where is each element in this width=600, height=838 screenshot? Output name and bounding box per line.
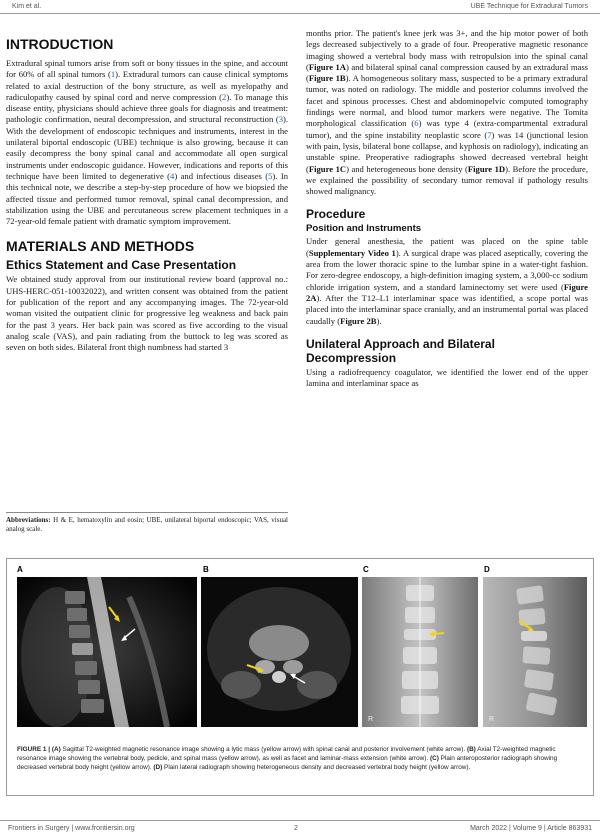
panel-d-lateral-radiograph — [483, 577, 587, 727]
panel-label-a: A — [17, 565, 23, 574]
introduction-paragraph: Extradural spinal tumors arise from soft or bony tissues in the spine, and account for 60% of all spinal tumors (1). Extradural tumors can cause clinical symptoms related to axial destruction of the bony structure, as well as myelopathy and radiculopathy caused by spinal cord and nerve compression (2). To manage this disease entity, physicians should achieve three goals for diagnosis and treatment: pathologic confirmation, neural decompression, and structural reconstruction (3). With the development of endoscopic techniques and instruments, interest in the unilateral biportal endoscopic (UBE) technique is also growing, because it can easily decompress the bony spinal canal and accommodate all open surgical instruments under endoscopic guidance. However, indications and reports of this technique have been limited to degenerative (4) and infectious diseases (5). In this technical note, we describe a step-by-step procedure of how we biopsied the affected tissue and performed tumor removal, spinal canal decompression, and stabilization using the UBE and percutaneous screw placement techniques in a 72-year-old female patient with dramatic symptom improvement. — [6, 58, 288, 227]
footer-issue: March 2022 | Volume 9 | Article 863931 — [470, 825, 592, 832]
running-header — [0, 0, 600, 18]
header-authors: Kim et al. — [12, 3, 42, 10]
header-rule — [0, 13, 600, 14]
right-column — [306, 28, 588, 389]
unilateral-paragraph: Using a radiofrequency coagulator, we identified the lower end of the upper lamina and interlaminar space as — [306, 366, 588, 389]
radiograph-side-marker: R — [368, 716, 374, 723]
citation-link[interactable]: 4 — [170, 170, 175, 181]
footer-page-number: 2 — [294, 825, 298, 832]
ethics-heading: Ethics Statement and Case Presentation — [6, 258, 237, 273]
citation-link[interactable]: 7 — [487, 129, 492, 140]
panel-c-ap-radiograph — [362, 577, 478, 727]
figure-link[interactable]: Figure 2B — [340, 315, 377, 326]
footer-journal-link[interactable]: Frontiers in Surgery | www.frontiersin.org — [8, 825, 135, 832]
position-paragraph: Under general anesthesia, the patient was placed on the spine table (Supplementary Video 1). A surgical drape was placed aseptically, covering the area from the lower thoracic spine to the lumbar spine in a water-tight fashion. For zero-degree endoscopy, a high-definition imaging system, a 3,000-cc sodium chloride irrigation system, and a standard laminectomy set were used (Figure 2A). After the T12–L1 interlaminar space was identified, a scope portal was placed into the interlaminar space cranially, and an instrumental portal was placed caudally (Figure 2B). — [306, 236, 589, 326]
panel-b-axial-mri — [201, 577, 358, 727]
ethics-paragraph: We obtained study approval from our institutional review board (approval no.: UHS-HERC-051-10032022), and written consent was obtained from the patient for publication of the report and any accompanying images. The 72-year-old woman visited the outpatient clinic for progressive leg weakness and back pain for the past 3 years. Her back pain was scored as five according to the visual analog scale (VAS), and pain radiating from the buttock to leg was scored as seven on both sides. Bilateral front thigh numbness had started 3 — [6, 274, 288, 353]
radiograph-side-marker: R — [489, 716, 495, 723]
figure-link[interactable]: Figure 1C — [308, 163, 347, 174]
figure-caption: FIGURE 1 | (A) Sagittal T2-weighted magnetic resonance image showing a lytic mass (yellow arrow) with spinal canal and posterior involvement (white arrow). (B) Axial T2-weighted magnetic resonance image showing the vertebral body, pedicle, and spinal mass (yellow arrow), as well as facet and laminar-mass extension (white arrow). (C) Plain anteroposterior radiograph showing decreased vertebral body height (yellow arrow). (D) Plain lateral radiograph showing heterogeneous density and decreased vertebral body height (yellow arrow). — [17, 746, 558, 771]
citation-link[interactable]: 6 — [414, 118, 419, 129]
figure-link[interactable]: Figure 1B — [308, 73, 346, 84]
left-column — [6, 28, 288, 354]
panel-a-sagittal-mri — [17, 577, 197, 727]
page-footer — [0, 820, 600, 838]
abbreviations-note: Abbreviations: H & E, hematoxylin and eosin; UBE, unilateral biportal endoscopic; VAS, visual analog scale. — [6, 516, 288, 533]
lateral-radiograph-image — [483, 577, 587, 727]
methods-heading: MATERIALS AND METHODS — [6, 238, 195, 255]
figure-link[interactable]: Figure 2A — [306, 281, 588, 303]
panel-label-b: B — [203, 565, 209, 574]
figure-link[interactable]: Figure 1A — [308, 61, 347, 72]
abbreviations-rule — [6, 512, 288, 513]
axial-mri-image — [201, 577, 358, 727]
introduction-heading: INTRODUCTION — [6, 36, 114, 52]
position-heading: Position and Instruments — [306, 223, 422, 235]
citation-link[interactable]: 3 — [278, 114, 283, 125]
header-short-title: UBE Technique for Extradural Tumors — [470, 3, 588, 10]
panel-label-d: D — [484, 565, 490, 574]
unilateral-heading: Unilateral Approach and Bilateral Decompression — [306, 336, 495, 365]
panel-label-c: C — [363, 565, 369, 574]
sagittal-mri-image — [17, 577, 197, 727]
citation-link[interactable]: 5 — [268, 170, 273, 181]
ap-radiograph-image — [362, 577, 478, 727]
figure-1 — [6, 558, 594, 796]
citation-link[interactable]: 1 — [110, 69, 116, 80]
citation-link[interactable]: 2 — [222, 91, 227, 102]
case-paragraph: months prior. The patient's knee jerk was 3+, and the hip motor power of both legs decreased subjectively to a grade of four. Preoperative magnetic resonance imaging showed a vertebral body mass with retropulsion into the spinal canal (Figure 1A) and bilateral spinal canal compression caused by an extradural mass (Figure 1B). A homogeneous solitary mass, suspected to be a primary extradural tumor, was noted on radiology. The middle and posterior columns involved the facet and spinous processes. Chest and abdominopelvic computed tomography findings were normal, and blood tumor markers were negative. The Tomita morphological classification (6) was type 4 (extra-compartmental extradural tumor), and the spine instability neoplastic score (7) was 14 (junctional lesion with pain, lysis, bilateral bone collapse, and kyphosis on radiology), indicating an unstable spine. Preoperative radiographs showed decreased vertebral height (Figure 1C) and heterogeneous bone density (Figure 1D). Before the procedure, we explained the possibility of secondary tumor removal if pathology results showed malignancy. — [306, 28, 589, 197]
video-link[interactable]: Supplementary Video 1 — [308, 247, 396, 258]
procedure-heading: Procedure — [306, 207, 366, 222]
footer-rule — [0, 820, 600, 821]
figure-link[interactable]: Figure 1D — [467, 163, 506, 174]
